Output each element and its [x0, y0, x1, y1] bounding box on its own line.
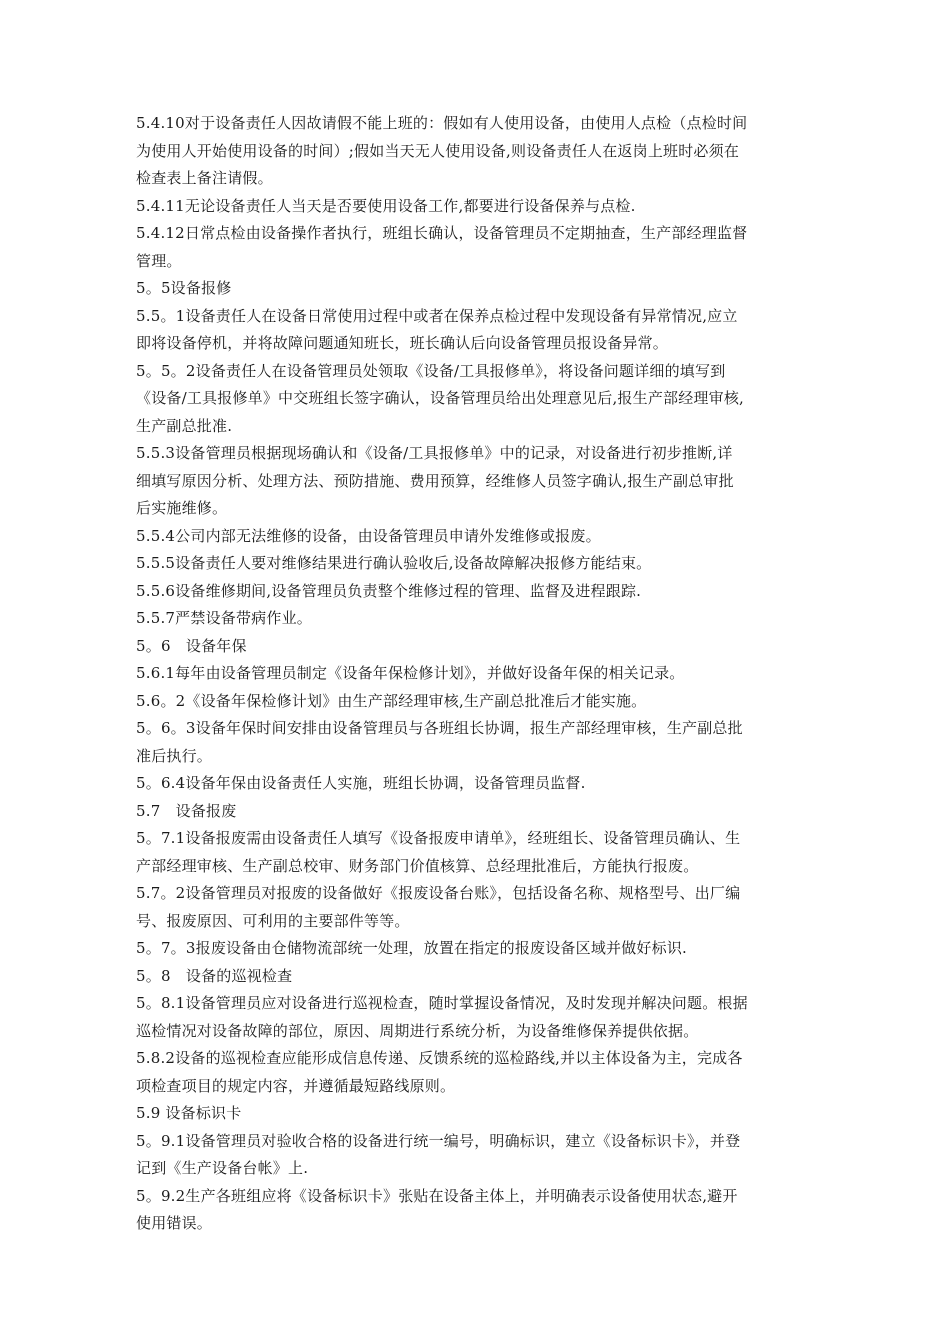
text-line: 5。9.2生产各班组应将《设备标识卡》张贴在设备主体上，并明确表示设备使用状态,避开: [136, 1186, 738, 1205]
text-line: 5.7 设备报废: [136, 801, 237, 820]
text-line: 5.4.11无论设备责任人当天是否要使用设备工作,都要进行设备保养与点检.: [136, 196, 636, 215]
text-line: 5。7.1设备报废需由设备责任人填写《设备报废申请单》，经班组长、设备管理员确认、生: [136, 829, 741, 847]
text-line: 管理。: [136, 251, 182, 270]
text-line: 5.7。2设备管理员对报废的设备做好《报废设备台账》，包括设备名称、规格型号、出厂编: [136, 884, 741, 902]
text-line: 5。5。2设备责任人在设备管理员处领取《设备/工具报修单》，将设备问题详细的填写到: [136, 361, 726, 380]
text-line: 5。6。3设备年保时间安排由设备管理员与各班组长协调，报生产部经理审核，生产副总批: [136, 719, 743, 737]
text-line: 5.6。2《设备年保检修计划》由生产部经理审核,生产副总批准后才能实施。: [136, 691, 647, 710]
text-line: 后实施维修。: [136, 499, 228, 517]
text-line: 生产副总批准.: [136, 416, 233, 435]
text-line: 5.5.4公司内部无法维修的设备，由设备管理员申请外发维修或报废。: [136, 526, 601, 545]
text-line: 项检查项目的规定内容，并遵循最短路线原则。: [136, 1076, 456, 1095]
document-body: [136, 110, 826, 1238]
text-line: 5。9.1设备管理员对验收合格的设备进行统一编号，明确标识，建立《设备标识卡》，并登: [136, 1131, 741, 1150]
text-line: 5.4.12日常点检由设备操作者执行，班组长确认，设备管理员不定期抽查，生产部经理监督: [136, 224, 748, 242]
text-line: 《设备/工具报修单》中交班组长签字确认，设备管理员给出处理意见后,报生产部经理审核,: [136, 389, 744, 407]
text-line: 5。8.1设备管理员应对设备进行巡视检查，随时掌握设备情况，及时发现并解决问题。根据: [136, 994, 748, 1012]
text-line: 巡检情况对设备故障的部位，原因、周期进行系统分析，为设备维修保养提供依据。: [136, 1021, 699, 1040]
text-line: 5.6.1每年由设备管理员制定《设备年保检修计划》，并做好设备年保的相关记录。: [136, 664, 685, 682]
text-line: 5。7。3报废设备由仓储物流部统一处理，放置在指定的报废设备区域并做好标识.: [136, 939, 688, 957]
text-line: 使用错误。: [136, 1214, 213, 1232]
text-line: 5.8.2设备的巡视检查应能形成信息传递、反馈系统的巡检路线,并以主体设备为主，完成各: [136, 1049, 743, 1067]
text-line: 检查表上备注请假。: [136, 169, 273, 187]
text-line: 5.5.5设备责任人要对维修结果进行确认验收后,设备故障解决报修方能结束。: [136, 554, 652, 572]
text-line: 准后执行。: [136, 746, 213, 765]
text-line: 5.4.10对于设备责任人因故请假不能上班的：假如有人使用设备，由使用人点检（点检时间: [136, 114, 748, 132]
text-line: 5.5.7严禁设备带病作业。: [136, 609, 312, 627]
text-line: 5.5.6设备维修期间,设备管理员负责整个维修过程的管理、监督及进程跟踪.: [136, 581, 642, 600]
text-line: 5.5。1设备责任人在设备日常使用过程中或者在保养点检过程中发现设备有异常情况,应立: [136, 306, 738, 325]
text-line: 为使用人开始使用设备的时间）;假如当天无人使用设备,则设备责任人在返岗上班时必须在: [136, 141, 740, 160]
text-line: 5。5设备报修: [136, 279, 232, 297]
text-line: 5.9 设备标识卡: [136, 1104, 242, 1122]
text-line: 产部经理审核、生产副总校审、财务部门价值核算、总经理批准后，方能执行报废。: [136, 856, 699, 875]
text-line: 细填写原因分析、处理方法、预防措施、费用预算，经维修人员签字确认,报生产副总审批: [136, 471, 734, 490]
text-line: 5。6 设备年保: [136, 636, 247, 655]
text-line: 5。6.4设备年保由设备责任人实施，班组长协调，设备管理员监督.: [136, 774, 586, 792]
text-line: 5.5.3设备管理员根据现场确认和《设备/工具报修单》中的记录，对设备进行初步推断,详: [136, 444, 733, 462]
text-line: 记到《生产设备台帐》上.: [136, 1159, 309, 1177]
text-line: 号、报废原因、可利用的主要部件等等。: [136, 911, 410, 930]
text-line: 5。8 设备的巡视检查: [136, 966, 293, 985]
text-line: 即将设备停机，并将故障问题通知班长，班长确认后向设备管理员报设备异常。: [136, 334, 669, 352]
